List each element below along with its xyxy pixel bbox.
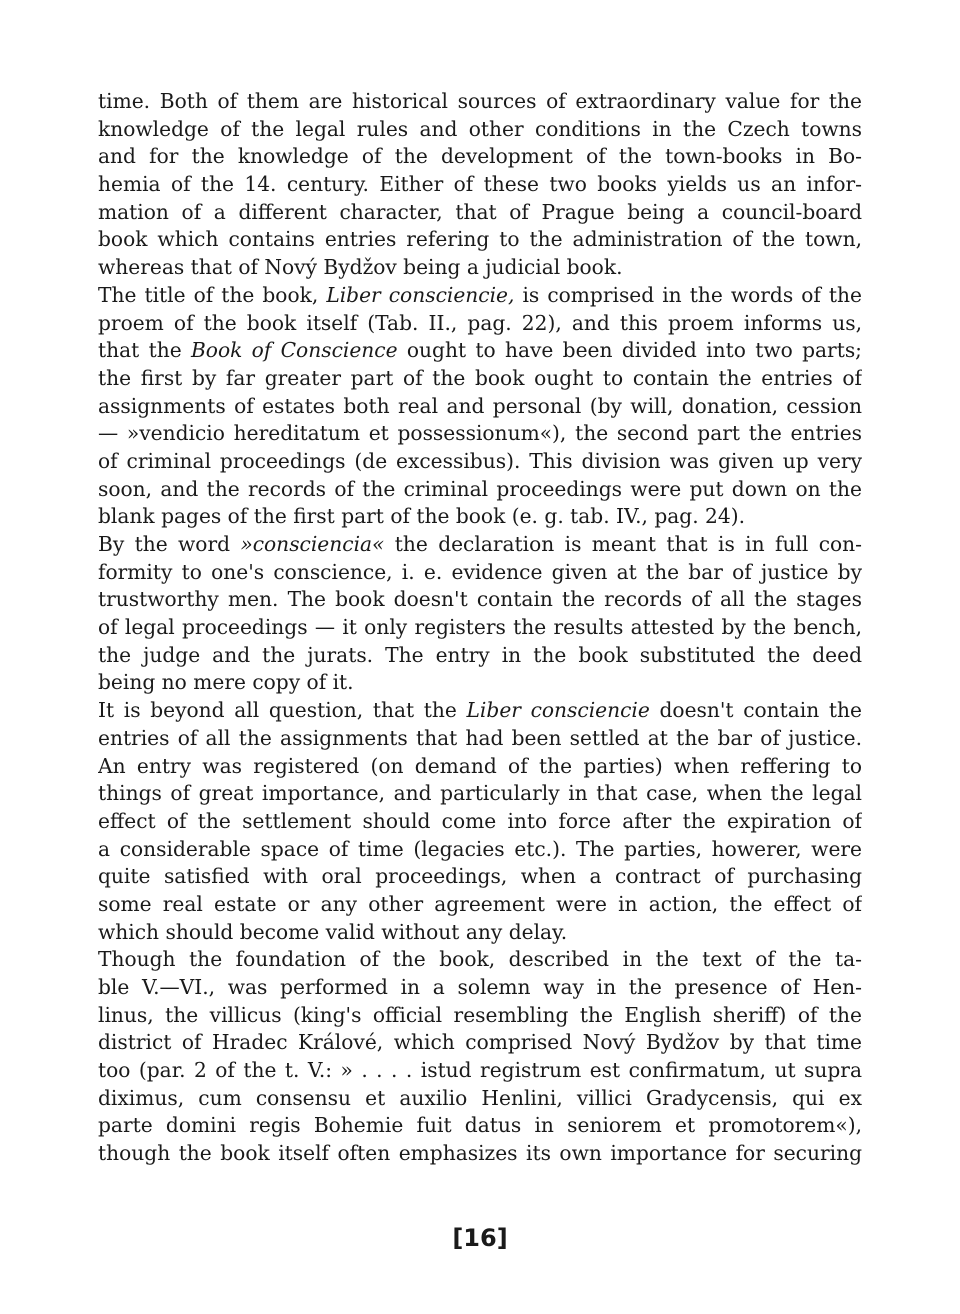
- text-run: the declaration is meant that is in full con-: [384, 532, 862, 556]
- text-run: blank pages of the first part of the book (e. g. tab. IV., pag. 24).: [98, 504, 746, 529]
- text-run: which should become valid without any delay.: [98, 919, 568, 944]
- text-line: [98, 1112, 862, 1140]
- text-line: [98, 226, 862, 254]
- text-run: hemia of the 14. century. Either of these two books yields us an infor-: [98, 172, 862, 197]
- text-line: [98, 919, 862, 947]
- text-run: the judge and the jurats. The entry in the book substituted the deed: [98, 642, 862, 667]
- text-run: The title of the book,: [98, 282, 327, 307]
- text-run: ble V.—VI., was performed in a solemn way in the presence of Hen-: [98, 975, 862, 999]
- text-line: [98, 393, 862, 421]
- text-line: [98, 531, 862, 559]
- text-line: [98, 365, 862, 393]
- text-run: assignments of estates both real and personal (by will, donation, cession: [98, 393, 862, 418]
- text-line: [98, 1057, 862, 1085]
- text-run: It is beyond all question, that the: [98, 698, 467, 723]
- text-run: is comprised in the words of the: [514, 282, 862, 307]
- body-text: [98, 88, 862, 1168]
- paragraph: [98, 946, 862, 1168]
- text-run: effect of the settlement should come into force after the expiration of: [98, 808, 862, 833]
- page-number: [16]: [452, 1224, 508, 1252]
- text-run: of legal proceedings — it only registers the results attested by the bench,: [98, 615, 862, 640]
- italic-text: »consciencia«: [240, 532, 385, 556]
- text-run: whereas that of Nový Bydžov being a judicial book.: [98, 255, 623, 280]
- text-run: some real estate or any other agreement were in action, the effect of: [98, 891, 862, 916]
- text-line: [98, 614, 862, 642]
- text-run: Though the foundation of the book, described in the text of the ta-: [98, 947, 862, 972]
- text-line: [98, 669, 862, 697]
- text-line: [98, 753, 862, 781]
- text-run: proem of the book itself (Tab. II., pag. 22), and this proem informs us,: [98, 310, 862, 335]
- text-line: [98, 171, 862, 199]
- text-run: and for the knowledge of the development of the town-books in Bo-: [98, 144, 862, 169]
- text-run: though the book itself often emphasizes its own importance for securing: [98, 1141, 862, 1166]
- text-run: By the word: [98, 532, 241, 556]
- text-run: too (par. 2 of the t. V.: » . . . . istud registrum est confirmatum, ut supra: [98, 1058, 862, 1083]
- text-line: [98, 88, 862, 116]
- text-run: that the: [98, 338, 191, 363]
- text-run: diximus, cum consensu et auxilio Henlini, villici Gradycensis, qui ex: [98, 1085, 862, 1110]
- text-line: [98, 946, 862, 974]
- text-run: doesn't contain the: [649, 698, 862, 723]
- italic-text: Liber consciencie,: [326, 282, 515, 307]
- text-line: [98, 836, 862, 864]
- text-line: [98, 808, 862, 836]
- text-line: [98, 448, 862, 476]
- text-run: knowledge of the legal rules and other conditions in the Czech towns: [98, 116, 862, 141]
- text-line: [98, 1140, 862, 1168]
- text-run: An entry was registered (on demand of the parties) when reffering to: [98, 753, 862, 778]
- text-line: [98, 642, 862, 670]
- paragraph: [98, 88, 862, 282]
- text-run: entries of all the assignments that had been settled at the bar of justice.: [98, 725, 862, 750]
- text-line: [98, 586, 862, 614]
- text-run: ought to have been divided into two parts;: [397, 338, 862, 363]
- text-run: parte domini regis Bohemie fuit datus in seniorem et promotorem«),: [98, 1113, 862, 1138]
- italic-text: Liber consciencie: [466, 698, 650, 723]
- italic-text: Book of Conscience: [190, 338, 398, 363]
- text-run: — »vendicio hereditatum et possessionum«), the second part the entries: [98, 421, 862, 446]
- text-line: [98, 697, 862, 725]
- text-line: [98, 1085, 862, 1113]
- text-line: [98, 282, 862, 310]
- text-run: time. Both of them are historical sources of extraordinary value for the: [98, 89, 862, 113]
- text-line: [98, 559, 862, 587]
- text-line: [98, 116, 862, 144]
- text-line: [98, 974, 862, 1002]
- text-line: [98, 780, 862, 808]
- text-line: [98, 199, 862, 227]
- text-run: linus, the villicus (king's official resembling the English sheriff) of the: [98, 1002, 862, 1027]
- text-run: soon, and the records of the criminal proceedings were put down on the: [98, 476, 862, 501]
- text-line: [98, 420, 862, 448]
- text-run: formity to one's conscience, i. e. evidence given at the bar of justice by: [98, 559, 862, 584]
- text-line: [98, 254, 862, 282]
- text-run: of criminal proceedings (de excessibus). This division was given up very: [98, 448, 862, 473]
- text-line: [98, 337, 862, 365]
- text-line: [98, 725, 862, 753]
- text-line: [98, 503, 862, 531]
- text-line: [98, 143, 862, 171]
- text-run: trustworthy men. The book doesn't contain the records of all the stages: [98, 587, 862, 612]
- text-run: mation of a different character, that of Prague being a council-board: [98, 199, 862, 224]
- text-run: district of Hradec Králové, which comprised Nový Bydžov by that time: [98, 1030, 862, 1055]
- text-run: things of great importance, and particularly in that case, when the legal: [98, 781, 862, 806]
- text-run: book which contains entries refering to the administration of the town,: [98, 227, 862, 252]
- paragraph: [98, 282, 862, 531]
- text-line: [98, 476, 862, 504]
- text-line: [98, 891, 862, 919]
- text-run: the first by far greater part of the book ought to contain the entries of: [98, 365, 862, 390]
- text-line: [98, 1002, 862, 1030]
- text-line: [98, 863, 862, 891]
- paragraph: [98, 531, 862, 697]
- text-run: quite satisfied with oral proceedings, when a contract of purchasing: [98, 864, 862, 889]
- text-line: [98, 310, 862, 338]
- text-line: [98, 1029, 862, 1057]
- text-run: being no mere copy of it.: [98, 670, 354, 695]
- text-run: a considerable space of time (legacies etc.). The parties, howerer, were: [98, 836, 862, 861]
- paragraph: [98, 697, 862, 946]
